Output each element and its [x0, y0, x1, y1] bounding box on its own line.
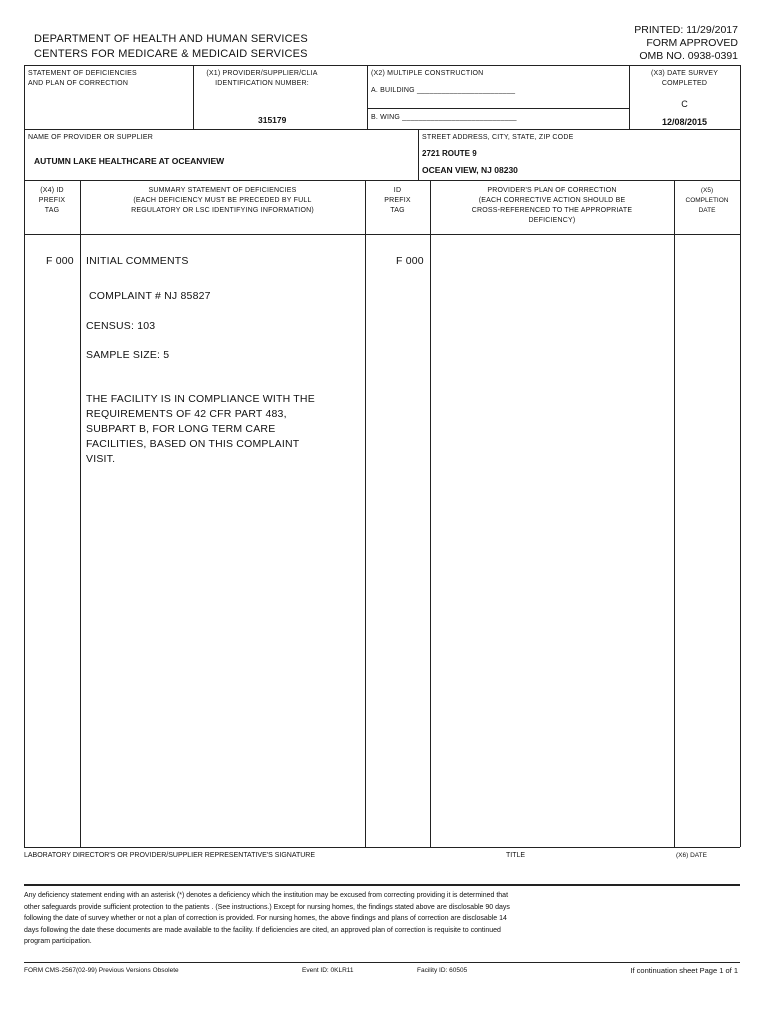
notice-line-3: following the date of survey whether or not a plan of correction is provided. For nursing homes, the above findings and plans of correction are disclosable 14 — [24, 915, 507, 922]
id-header-line1: ID — [393, 187, 402, 194]
rule-top — [24, 65, 740, 66]
x1-label — [193, 69, 331, 89]
sample-size: SAMPLE SIZE: 5 — [86, 349, 170, 361]
id-header-line2: PREFIX — [384, 197, 411, 204]
plan-header-line4: DEFICIENCY) — [528, 217, 576, 224]
x3-label-line2: COMPLETED — [661, 80, 708, 87]
statement-label-line1: STATEMENT OF DEFICIENCIES — [28, 70, 137, 77]
rule-left — [24, 65, 25, 847]
rule-columns-bottom — [24, 234, 740, 235]
omb-number: OMB NO. 0938-0391 — [639, 50, 738, 62]
dept-line-1: DEPARTMENT OF HEALTH AND HUMAN SERVICES — [34, 33, 308, 45]
provider-id-number: 315179 — [258, 115, 287, 125]
address-line-2: OCEAN VIEW, NJ 08230 — [422, 165, 518, 175]
x5-header — [674, 186, 740, 216]
printed-date: PRINTED: 11/29/2017 — [634, 24, 738, 36]
form-number: FORM CMS-2567(02-99) Previous Versions Obsolete — [24, 967, 179, 974]
x1-label-line2: IDENTIFICATION NUMBER: — [215, 80, 309, 87]
id-header — [365, 186, 430, 216]
compliance-line-1: THE FACILITY IS IN COMPLIANCE WITH THE — [86, 393, 315, 405]
dept-line-2: CENTERS FOR MEDICARE & MEDICAID SERVICES — [34, 48, 308, 60]
form-status-header — [634, 24, 738, 63]
compliance-line-2: REQUIREMENTS OF 42 CFR PART 483, — [86, 408, 287, 420]
notice-line-1: Any deficiency statement ending with an asterisk (*) denotes a deficiency which the institution may be excused from correcting providing it is determined that — [24, 892, 509, 899]
summary-header-line1: SUMMARY STATEMENT OF DEFICIENCIES — [148, 187, 297, 194]
compliance-line-4: FACILITIES, BASED ON THIS COMPLAINT — [86, 438, 300, 450]
rule-row2 — [24, 129, 740, 130]
summary-header-line2: (EACH DEFICIENCY MUST BE PRECEDED BY FULL — [133, 197, 312, 204]
x4-header-line2: PREFIX — [38, 197, 66, 204]
x2-wing: B. WING ____________________________ — [371, 114, 517, 121]
agency-header — [34, 32, 308, 62]
rule-x2-split — [367, 108, 629, 109]
title-label: TITLE — [506, 852, 526, 859]
x2-label: (X2) MULTIPLE CONSTRUCTION — [371, 70, 484, 77]
plan-header-line3: CROSS-REFERENCED TO THE APPROPRIATE — [471, 207, 633, 214]
notice-line-5: program participation. — [24, 938, 92, 945]
prefix-tag-left: F 000 — [46, 255, 74, 267]
x2-building: A. BUILDING ________________________ — [371, 87, 516, 94]
plan-header-line1: PROVIDER'S PLAN OF CORRECTION — [487, 187, 617, 194]
census: CENSUS: 103 — [86, 320, 156, 332]
provider-name-label: NAME OF PROVIDER OR SUPPLIER — [28, 134, 154, 141]
compliance-line-3: SUBPART B, FOR LONG TERM CARE — [86, 423, 276, 435]
compliance-statement — [86, 392, 315, 467]
event-id: Event ID: 0KLR11 — [302, 967, 354, 974]
summary-header-line3: REGULATORY OR LSC IDENTIFYING INFORMATION) — [131, 207, 314, 214]
statement-label-line2: AND PLAN OF CORRECTION — [28, 80, 129, 87]
rule-x2-left — [367, 65, 368, 129]
x5-header-line3: DATE — [698, 207, 716, 214]
signature-label: LABORATORY DIRECTOR'S OR PROVIDER/SUPPLIER REPRESENTATIVE'S SIGNATURE — [24, 852, 316, 859]
rule-footer-top — [24, 962, 740, 963]
page-indicator: If continuation sheet Page 1 of 1 — [630, 966, 738, 975]
x3-c: C — [681, 99, 688, 109]
x1-label-line1: (X1) PROVIDER/SUPPLIER/CLIA — [206, 70, 318, 77]
x5-header-line2: COMPLETION — [685, 197, 729, 204]
rule-address-left — [418, 129, 419, 180]
rule-col-summary — [365, 180, 366, 847]
date-label: (X6) DATE — [676, 852, 707, 859]
rule-row3 — [24, 180, 740, 181]
x3-label — [629, 69, 740, 89]
section-title: INITIAL COMMENTS — [86, 255, 189, 267]
survey-completed-date: 12/08/2015 — [661, 117, 708, 127]
rule-signature-bottom — [24, 884, 740, 886]
facility-id: Facility ID: 60505 — [417, 967, 468, 974]
disclosure-notice — [24, 890, 740, 948]
complaint-number: COMPLAINT # NJ 85827 — [89, 290, 211, 302]
x4-header-line1: (X4) ID — [40, 187, 64, 194]
id-header-line3: TAG — [390, 207, 405, 214]
rule-col-id — [430, 180, 431, 847]
plan-header — [430, 186, 674, 226]
rule-col-x4 — [80, 180, 81, 847]
compliance-line-5: VISIT. — [86, 453, 116, 465]
prefix-tag-right: F 000 — [396, 255, 424, 267]
x4-header-line3: TAG — [44, 207, 60, 214]
address-line-1: 2721 ROUTE 9 — [422, 149, 477, 158]
rule-col-plan — [674, 180, 675, 847]
notice-line-2: other safeguards provide sufficient protection to the patients . (See instructions.) Except for nursing homes, the findings stated above are disclosable 90 days — [24, 903, 510, 911]
x4-header — [24, 186, 80, 216]
x3-label-line1: (X3) DATE SURVEY — [650, 70, 719, 77]
form-approved: FORM APPROVED — [646, 37, 738, 49]
provider-name: AUTUMN LAKE HEALTHCARE AT OCEANVIEW — [34, 156, 225, 166]
rule-body-bottom — [24, 847, 740, 848]
x5-header-line1: (X5) — [700, 187, 714, 194]
plan-header-line2: (EACH CORRECTIVE ACTION SHOULD BE — [478, 197, 626, 204]
address-label: STREET ADDRESS, CITY, STATE, ZIP CODE — [422, 134, 574, 141]
notice-line-4: days following the date these documents are made available to the facility. If deficiencies are cited, an approved plan of correction is requisite to continued — [24, 926, 501, 934]
summary-header — [80, 186, 365, 216]
statement-label — [28, 69, 137, 89]
rule-right — [740, 65, 741, 847]
